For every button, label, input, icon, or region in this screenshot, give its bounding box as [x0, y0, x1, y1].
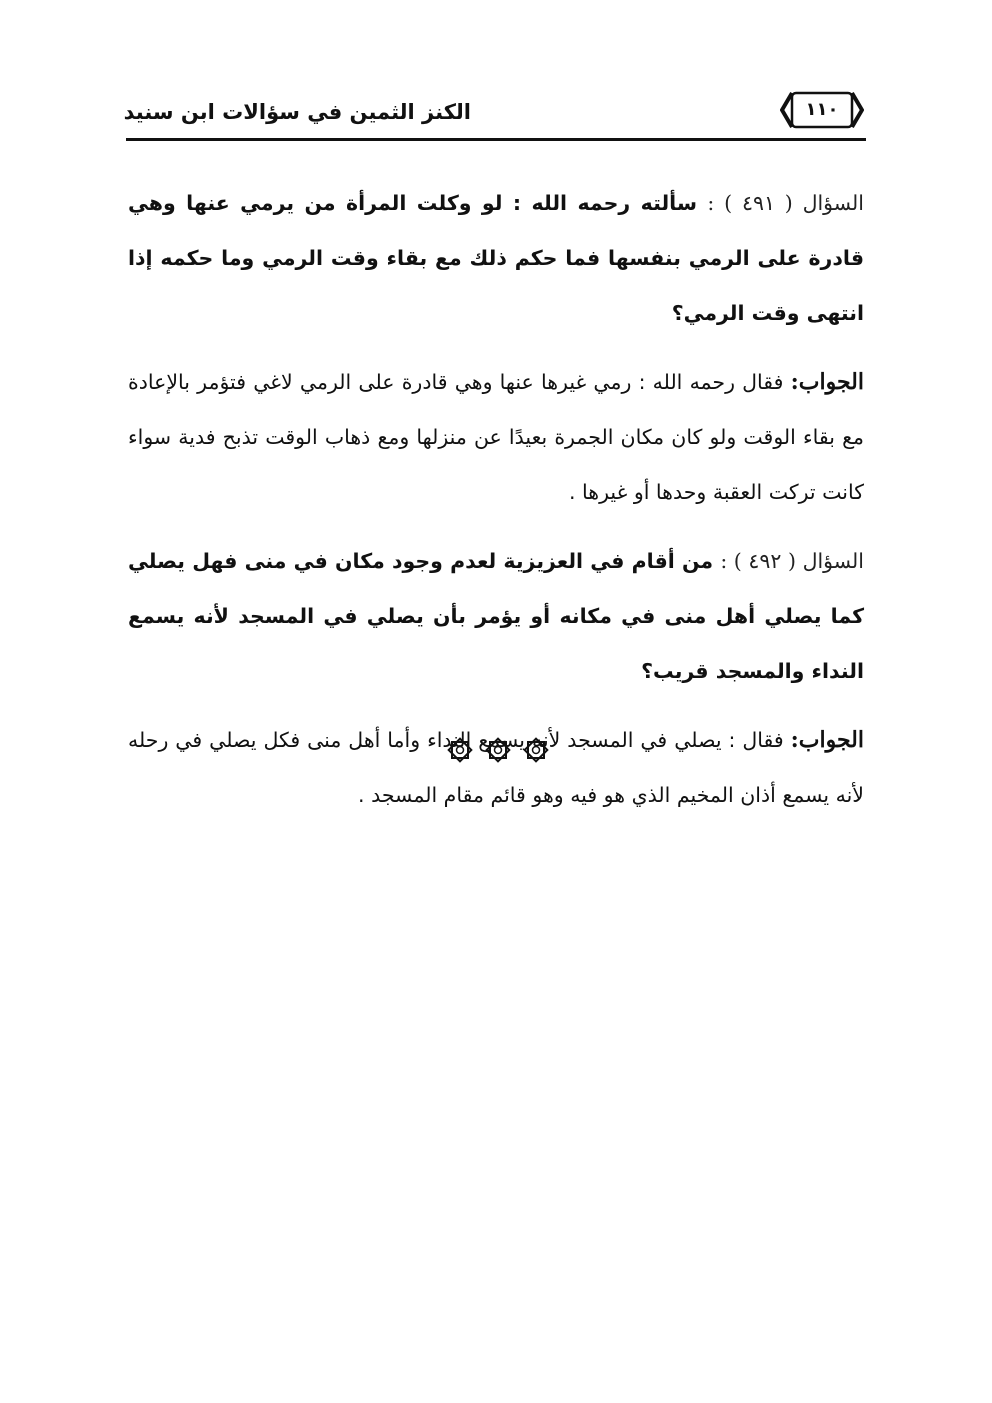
- answer-lead: الجواب:: [790, 727, 864, 753]
- section-end-ornaments: [446, 736, 550, 766]
- star-ornament-icon: [522, 736, 550, 764]
- answer-492: [128, 713, 864, 823]
- question-492: [128, 534, 864, 699]
- star-ornament-icon: [484, 736, 512, 764]
- answer-lead: الجواب:: [790, 369, 864, 395]
- book-title: الكنز الثمين في سؤالات ابن سنيد: [123, 100, 471, 124]
- page-number-badge: [780, 88, 864, 132]
- answer-text: فقال رحمه الله : رمي غيرها عنها وهي قادرة على الرمي لاغي فتؤمر بالإعادة مع بقاء الوقت ولو كان مكان الجمرة بعيدًا عن منزلها ومع ذهاب الوقت تذبح فدية سواء كانت تركت العقبة وحدها أو غيرها .: [128, 370, 864, 504]
- question-text: من أقام في العزيزية لعدم وجود مكان في منى فهل يصلي كما يصلي أهل منى في مكانه أو يؤمر بأن يصلي في المسجد لأنه يسمع النداء والمسجد قريب؟: [128, 549, 864, 683]
- page-header: [123, 82, 866, 144]
- header-divider: [126, 138, 866, 141]
- answer-text: فقال : يصلي في المسجد لأنه يسمع النداء وأما أهل منى فكل يصلي في رحله لأنه يسمع أذان المخيم الذي هو فيه وهو قائم مقام المسجد .: [128, 728, 864, 807]
- question-lead: السؤال ( ٤٩١ ) :: [707, 191, 864, 215]
- question-text: سألته رحمه الله : لو وكلت المرأة من يرمي عنها وهي قادرة على الرمي بنفسها فما حكم ذلك مع بقاء وقت الرمي وما حكمه إذا انتهى وقت الرمي؟: [128, 191, 864, 325]
- star-ornament-icon: [446, 736, 474, 764]
- question-491: [128, 176, 864, 341]
- question-lead: السؤال ( ٤٩٢ ) :: [720, 549, 864, 573]
- page-number: ١١٠: [805, 99, 839, 120]
- answer-491: [128, 355, 864, 520]
